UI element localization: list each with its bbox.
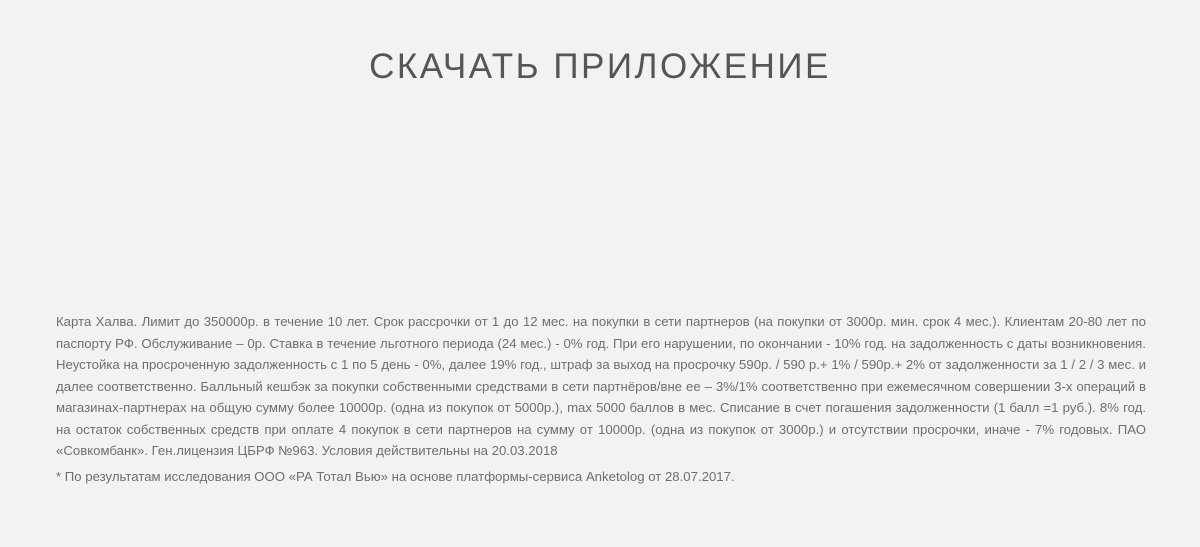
legal-footnote-text: * По результатам исследования ООО «РА Тотал Вью» на основе платформы-сервиса Anketolog от 28.07.2017. (56, 468, 735, 484)
page-title: СКАЧАТЬ ПРИЛОЖЕНИЕ (369, 47, 831, 87)
legal-main-text: Карта Халва. Лимит до 350000р. в течение 10 лет. Срок рассрочки от 1 до 12 мес. на покупки в сети партнеров (на покупки от 3000р. мин. срок 4 мес.). Клиентам 20-80 лет по паспорту РФ. Обслуживание – 0р. Ставка в течение льготного периода (24 мес.) - 0% год. При его нарушении, по окончании - 10% год. на задолженность с даты возникновения. Неустойка на просроченную задолженность с 1 по 5 день - 0%, далее 19% год., штраф за выход на просрочку 590р. / 590 р.+ 1% / 590р.+ 2% от задолженности за 1 / 2 / 3 мес. и далее соответственно. Балльный кешбэк за покупки собственными средствами в сети партнёров/вне ее – 3%/1% соответственно при ежемесячном совершении 3-х операций в магазинах-партнерах на общую сумму более 10000р. (одна из покупок от 5000р.), max 5000 баллов в мес. Списание в счет погашения задолженности (1 балл =1 руб.). 8% год. на остаток собственных средств при оплате 4 покупок в сети партнеров на сумму от 10000р. (одна из покупок от 3000р.) и отсутствии просрочки, иначе - 7% годовых. ПАО «Совкомбанк». Ген.лицензия ЦБРФ №963. Условия действительны на 20.03.2018 (56, 314, 1146, 458)
legal-disclaimer-block (56, 311, 1146, 487)
